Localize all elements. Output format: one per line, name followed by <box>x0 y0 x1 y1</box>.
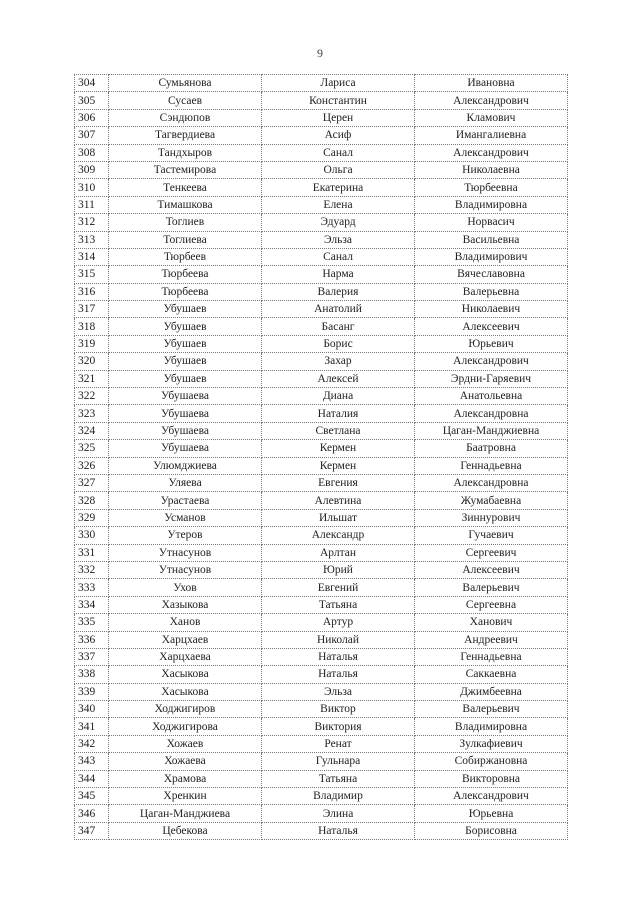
surname-cell: Тоглиев <box>109 214 262 231</box>
row-number-cell: 311 <box>75 196 109 213</box>
page-number: 9 <box>317 46 323 60</box>
first-name-cell: Елена <box>262 196 415 213</box>
surname-cell: Улюмджиева <box>109 457 262 474</box>
patronymic-cell: Тюрбеевна <box>415 179 568 196</box>
patronymic-cell: Баатровна <box>415 440 568 457</box>
first-name-cell: Элина <box>262 805 415 822</box>
table-row <box>75 422 568 439</box>
first-name-cell: Гульнара <box>262 753 415 770</box>
first-name-cell: Санал <box>262 248 415 265</box>
row-number-cell: 337 <box>75 648 109 665</box>
surname-cell: Уляева <box>109 474 262 491</box>
first-name-cell: Басанг <box>262 318 415 335</box>
patronymic-cell: Борисовна <box>415 822 568 839</box>
patronymic-cell: Зулкафиевич <box>415 735 568 752</box>
patronymic-cell: Валерьевич <box>415 579 568 596</box>
table-row <box>75 666 568 683</box>
table-row <box>75 614 568 631</box>
surname-cell: Утеров <box>109 527 262 544</box>
first-name-cell: Эльза <box>262 231 415 248</box>
first-name-cell: Кермен <box>262 457 415 474</box>
first-name-cell: Асиф <box>262 127 415 144</box>
patronymic-cell: Сергеевна <box>415 596 568 613</box>
patronymic-cell: Юрьевна <box>415 805 568 822</box>
table-row <box>75 735 568 752</box>
patronymic-cell: Андреевич <box>415 631 568 648</box>
surname-cell: Убушаев <box>109 318 262 335</box>
table-row <box>75 266 568 283</box>
surname-cell: Убушаев <box>109 353 262 370</box>
table-row <box>75 509 568 526</box>
table-row <box>75 544 568 561</box>
first-name-cell: Константин <box>262 92 415 109</box>
patronymic-cell: Эрдни-Гаряевич <box>415 370 568 387</box>
patronymic-cell: Алексеевич <box>415 561 568 578</box>
row-number-cell: 325 <box>75 440 109 457</box>
names-table <box>74 74 568 840</box>
surname-cell: Убушаева <box>109 422 262 439</box>
row-number-cell: 347 <box>75 822 109 839</box>
table-row <box>75 457 568 474</box>
table-row <box>75 579 568 596</box>
table-row <box>75 231 568 248</box>
row-number-cell: 305 <box>75 92 109 109</box>
table-row <box>75 370 568 387</box>
patronymic-cell: Валерьевич <box>415 701 568 718</box>
row-number-cell: 312 <box>75 214 109 231</box>
surname-cell: Тандхыров <box>109 144 262 161</box>
row-number-cell: 304 <box>75 75 109 92</box>
row-number-cell: 306 <box>75 109 109 126</box>
table-row <box>75 596 568 613</box>
row-number-cell: 346 <box>75 805 109 822</box>
table-row <box>75 822 568 839</box>
row-number-cell: 334 <box>75 596 109 613</box>
patronymic-cell: Гучаевич <box>415 527 568 544</box>
surname-cell: Хренкин <box>109 788 262 805</box>
first-name-cell: Санал <box>262 144 415 161</box>
row-number-cell: 310 <box>75 179 109 196</box>
first-name-cell: Анатолий <box>262 301 415 318</box>
row-number-cell: 331 <box>75 544 109 561</box>
table-row <box>75 753 568 770</box>
row-number-cell: 330 <box>75 527 109 544</box>
row-number-cell: 309 <box>75 161 109 178</box>
patronymic-cell: Жумабаевна <box>415 492 568 509</box>
row-number-cell: 332 <box>75 561 109 578</box>
surname-cell: Хожаев <box>109 735 262 752</box>
surname-cell: Тастемирова <box>109 161 262 178</box>
table-row <box>75 335 568 352</box>
first-name-cell: Виктор <box>262 701 415 718</box>
first-name-cell: Николай <box>262 631 415 648</box>
row-number-cell: 328 <box>75 492 109 509</box>
surname-cell: Убушаев <box>109 335 262 352</box>
row-number-cell: 339 <box>75 683 109 700</box>
row-number-cell: 342 <box>75 735 109 752</box>
first-name-cell: Диана <box>262 388 415 405</box>
surname-cell: Ухов <box>109 579 262 596</box>
row-number-cell: 322 <box>75 388 109 405</box>
row-number-cell: 338 <box>75 666 109 683</box>
table-row <box>75 127 568 144</box>
row-number-cell: 317 <box>75 301 109 318</box>
first-name-cell: Церен <box>262 109 415 126</box>
patronymic-cell: Сергеевич <box>415 544 568 561</box>
row-number-cell: 323 <box>75 405 109 422</box>
patronymic-cell: Александровна <box>415 474 568 491</box>
table-row <box>75 788 568 805</box>
patronymic-cell: Вячеславовна <box>415 266 568 283</box>
row-number-cell: 316 <box>75 283 109 300</box>
row-number-cell: 327 <box>75 474 109 491</box>
first-name-cell: Татьяна <box>262 596 415 613</box>
table-row <box>75 161 568 178</box>
surname-cell: Хасыкова <box>109 666 262 683</box>
first-name-cell: Евгений <box>262 579 415 596</box>
table-row <box>75 214 568 231</box>
row-number-cell: 319 <box>75 335 109 352</box>
patronymic-cell: Цаган-Манджиевна <box>415 422 568 439</box>
first-name-cell: Евгения <box>262 474 415 491</box>
row-number-cell: 324 <box>75 422 109 439</box>
table-row <box>75 527 568 544</box>
table-row <box>75 144 568 161</box>
patronymic-cell: Владимировна <box>415 196 568 213</box>
patronymic-cell: Геннадьевна <box>415 457 568 474</box>
table-row <box>75 474 568 491</box>
patronymic-cell: Александрович <box>415 144 568 161</box>
row-number-cell: 345 <box>75 788 109 805</box>
first-name-cell: Наталья <box>262 648 415 665</box>
surname-cell: Утнасунов <box>109 561 262 578</box>
row-number-cell: 320 <box>75 353 109 370</box>
first-name-cell: Алевтина <box>262 492 415 509</box>
first-name-cell: Эльза <box>262 683 415 700</box>
patronymic-cell: Александрович <box>415 788 568 805</box>
row-number-cell: 314 <box>75 248 109 265</box>
first-name-cell: Владимир <box>262 788 415 805</box>
table-row <box>75 440 568 457</box>
row-number-cell: 321 <box>75 370 109 387</box>
patronymic-cell: Норвасич <box>415 214 568 231</box>
surname-cell: Хожаева <box>109 753 262 770</box>
surname-cell: Сусаев <box>109 92 262 109</box>
first-name-cell: Арлтан <box>262 544 415 561</box>
surname-cell: Утнасунов <box>109 544 262 561</box>
patronymic-cell: Юрьевич <box>415 335 568 352</box>
surname-cell: Цаган-Манджиева <box>109 805 262 822</box>
first-name-cell: Наталия <box>262 405 415 422</box>
row-number-cell: 336 <box>75 631 109 648</box>
row-number-cell: 343 <box>75 753 109 770</box>
patronymic-cell: Александрович <box>415 353 568 370</box>
table-row <box>75 301 568 318</box>
patronymic-cell: Собиржановна <box>415 753 568 770</box>
first-name-cell: Юрий <box>262 561 415 578</box>
surname-cell: Тюрбеева <box>109 283 262 300</box>
first-name-cell: Кермен <box>262 440 415 457</box>
patronymic-cell: Валерьевна <box>415 283 568 300</box>
first-name-cell: Эдуард <box>262 214 415 231</box>
patronymic-cell: Васильевна <box>415 231 568 248</box>
row-number-cell: 340 <box>75 701 109 718</box>
patronymic-cell: Ханович <box>415 614 568 631</box>
first-name-cell: Екатерина <box>262 179 415 196</box>
table-row <box>75 353 568 370</box>
first-name-cell: Виктория <box>262 718 415 735</box>
table-row <box>75 92 568 109</box>
first-name-cell: Татьяна <box>262 770 415 787</box>
patronymic-cell: Александровна <box>415 405 568 422</box>
row-number-cell: 333 <box>75 579 109 596</box>
patronymic-cell: Саккаевна <box>415 666 568 683</box>
surname-cell: Тоглиева <box>109 231 262 248</box>
first-name-cell: Александр <box>262 527 415 544</box>
table-row <box>75 701 568 718</box>
patronymic-cell: Имангалиевна <box>415 127 568 144</box>
first-name-cell: Артур <box>262 614 415 631</box>
first-name-cell: Светлана <box>262 422 415 439</box>
surname-cell: Храмова <box>109 770 262 787</box>
row-number-cell: 315 <box>75 266 109 283</box>
surname-cell: Тюрбеева <box>109 266 262 283</box>
surname-cell: Убушаева <box>109 405 262 422</box>
table-row <box>75 683 568 700</box>
row-number-cell: 318 <box>75 318 109 335</box>
first-name-cell: Алексей <box>262 370 415 387</box>
table-row <box>75 492 568 509</box>
patronymic-cell: Владимирович <box>415 248 568 265</box>
table-row <box>75 805 568 822</box>
surname-cell: Тенкеева <box>109 179 262 196</box>
patronymic-cell: Алексеевич <box>415 318 568 335</box>
surname-cell: Ходжигирова <box>109 718 262 735</box>
surname-cell: Харцхаева <box>109 648 262 665</box>
surname-cell: Тимашкова <box>109 196 262 213</box>
first-name-cell: Валерия <box>262 283 415 300</box>
surname-cell: Ханов <box>109 614 262 631</box>
table-row <box>75 561 568 578</box>
first-name-cell: Борис <box>262 335 415 352</box>
table-row <box>75 283 568 300</box>
patronymic-cell: Николаевна <box>415 161 568 178</box>
patronymic-cell: Джимбеевна <box>415 683 568 700</box>
table-row <box>75 718 568 735</box>
surname-cell: Хасыкова <box>109 683 262 700</box>
first-name-cell: Лариса <box>262 75 415 92</box>
table-row <box>75 405 568 422</box>
surname-cell: Тагвердиева <box>109 127 262 144</box>
row-number-cell: 344 <box>75 770 109 787</box>
surname-cell: Убушаева <box>109 388 262 405</box>
table-row <box>75 109 568 126</box>
table-row <box>75 196 568 213</box>
patronymic-cell: Владимировна <box>415 718 568 735</box>
surname-cell: Харцхаев <box>109 631 262 648</box>
table-row <box>75 75 568 92</box>
first-name-cell: Наталья <box>262 822 415 839</box>
table-row <box>75 248 568 265</box>
row-number-cell: 335 <box>75 614 109 631</box>
row-number-cell: 313 <box>75 231 109 248</box>
row-number-cell: 326 <box>75 457 109 474</box>
patronymic-cell: Александрович <box>415 92 568 109</box>
names-table-body <box>75 75 568 840</box>
table-row <box>75 648 568 665</box>
first-name-cell: Захар <box>262 353 415 370</box>
first-name-cell: Ольга <box>262 161 415 178</box>
surname-cell: Убушаев <box>109 301 262 318</box>
row-number-cell: 307 <box>75 127 109 144</box>
first-name-cell: Ильшат <box>262 509 415 526</box>
surname-cell: Хазыкова <box>109 596 262 613</box>
surname-cell: Ходжигиров <box>109 701 262 718</box>
patronymic-cell: Ивановна <box>415 75 568 92</box>
table-row <box>75 318 568 335</box>
row-number-cell: 341 <box>75 718 109 735</box>
patronymic-cell: Зиннурович <box>415 509 568 526</box>
patronymic-cell: Геннадьевна <box>415 648 568 665</box>
patronymic-cell: Викторовна <box>415 770 568 787</box>
table-row <box>75 770 568 787</box>
surname-cell: Убушаева <box>109 440 262 457</box>
row-number-cell: 308 <box>75 144 109 161</box>
surname-cell: Усманов <box>109 509 262 526</box>
patronymic-cell: Анатольевна <box>415 388 568 405</box>
surname-cell: Цебекова <box>109 822 262 839</box>
surname-cell: Сэндюпов <box>109 109 262 126</box>
row-number-cell: 329 <box>75 509 109 526</box>
surname-cell: Тюрбеев <box>109 248 262 265</box>
patronymic-cell: Кламович <box>415 109 568 126</box>
first-name-cell: Наталья <box>262 666 415 683</box>
table-row <box>75 388 568 405</box>
table-row <box>75 631 568 648</box>
first-name-cell: Нарма <box>262 266 415 283</box>
surname-cell: Убушаев <box>109 370 262 387</box>
patronymic-cell: Николаевич <box>415 301 568 318</box>
surname-cell: Сумьянова <box>109 75 262 92</box>
surname-cell: Урастаева <box>109 492 262 509</box>
first-name-cell: Ренат <box>262 735 415 752</box>
table-row <box>75 179 568 196</box>
